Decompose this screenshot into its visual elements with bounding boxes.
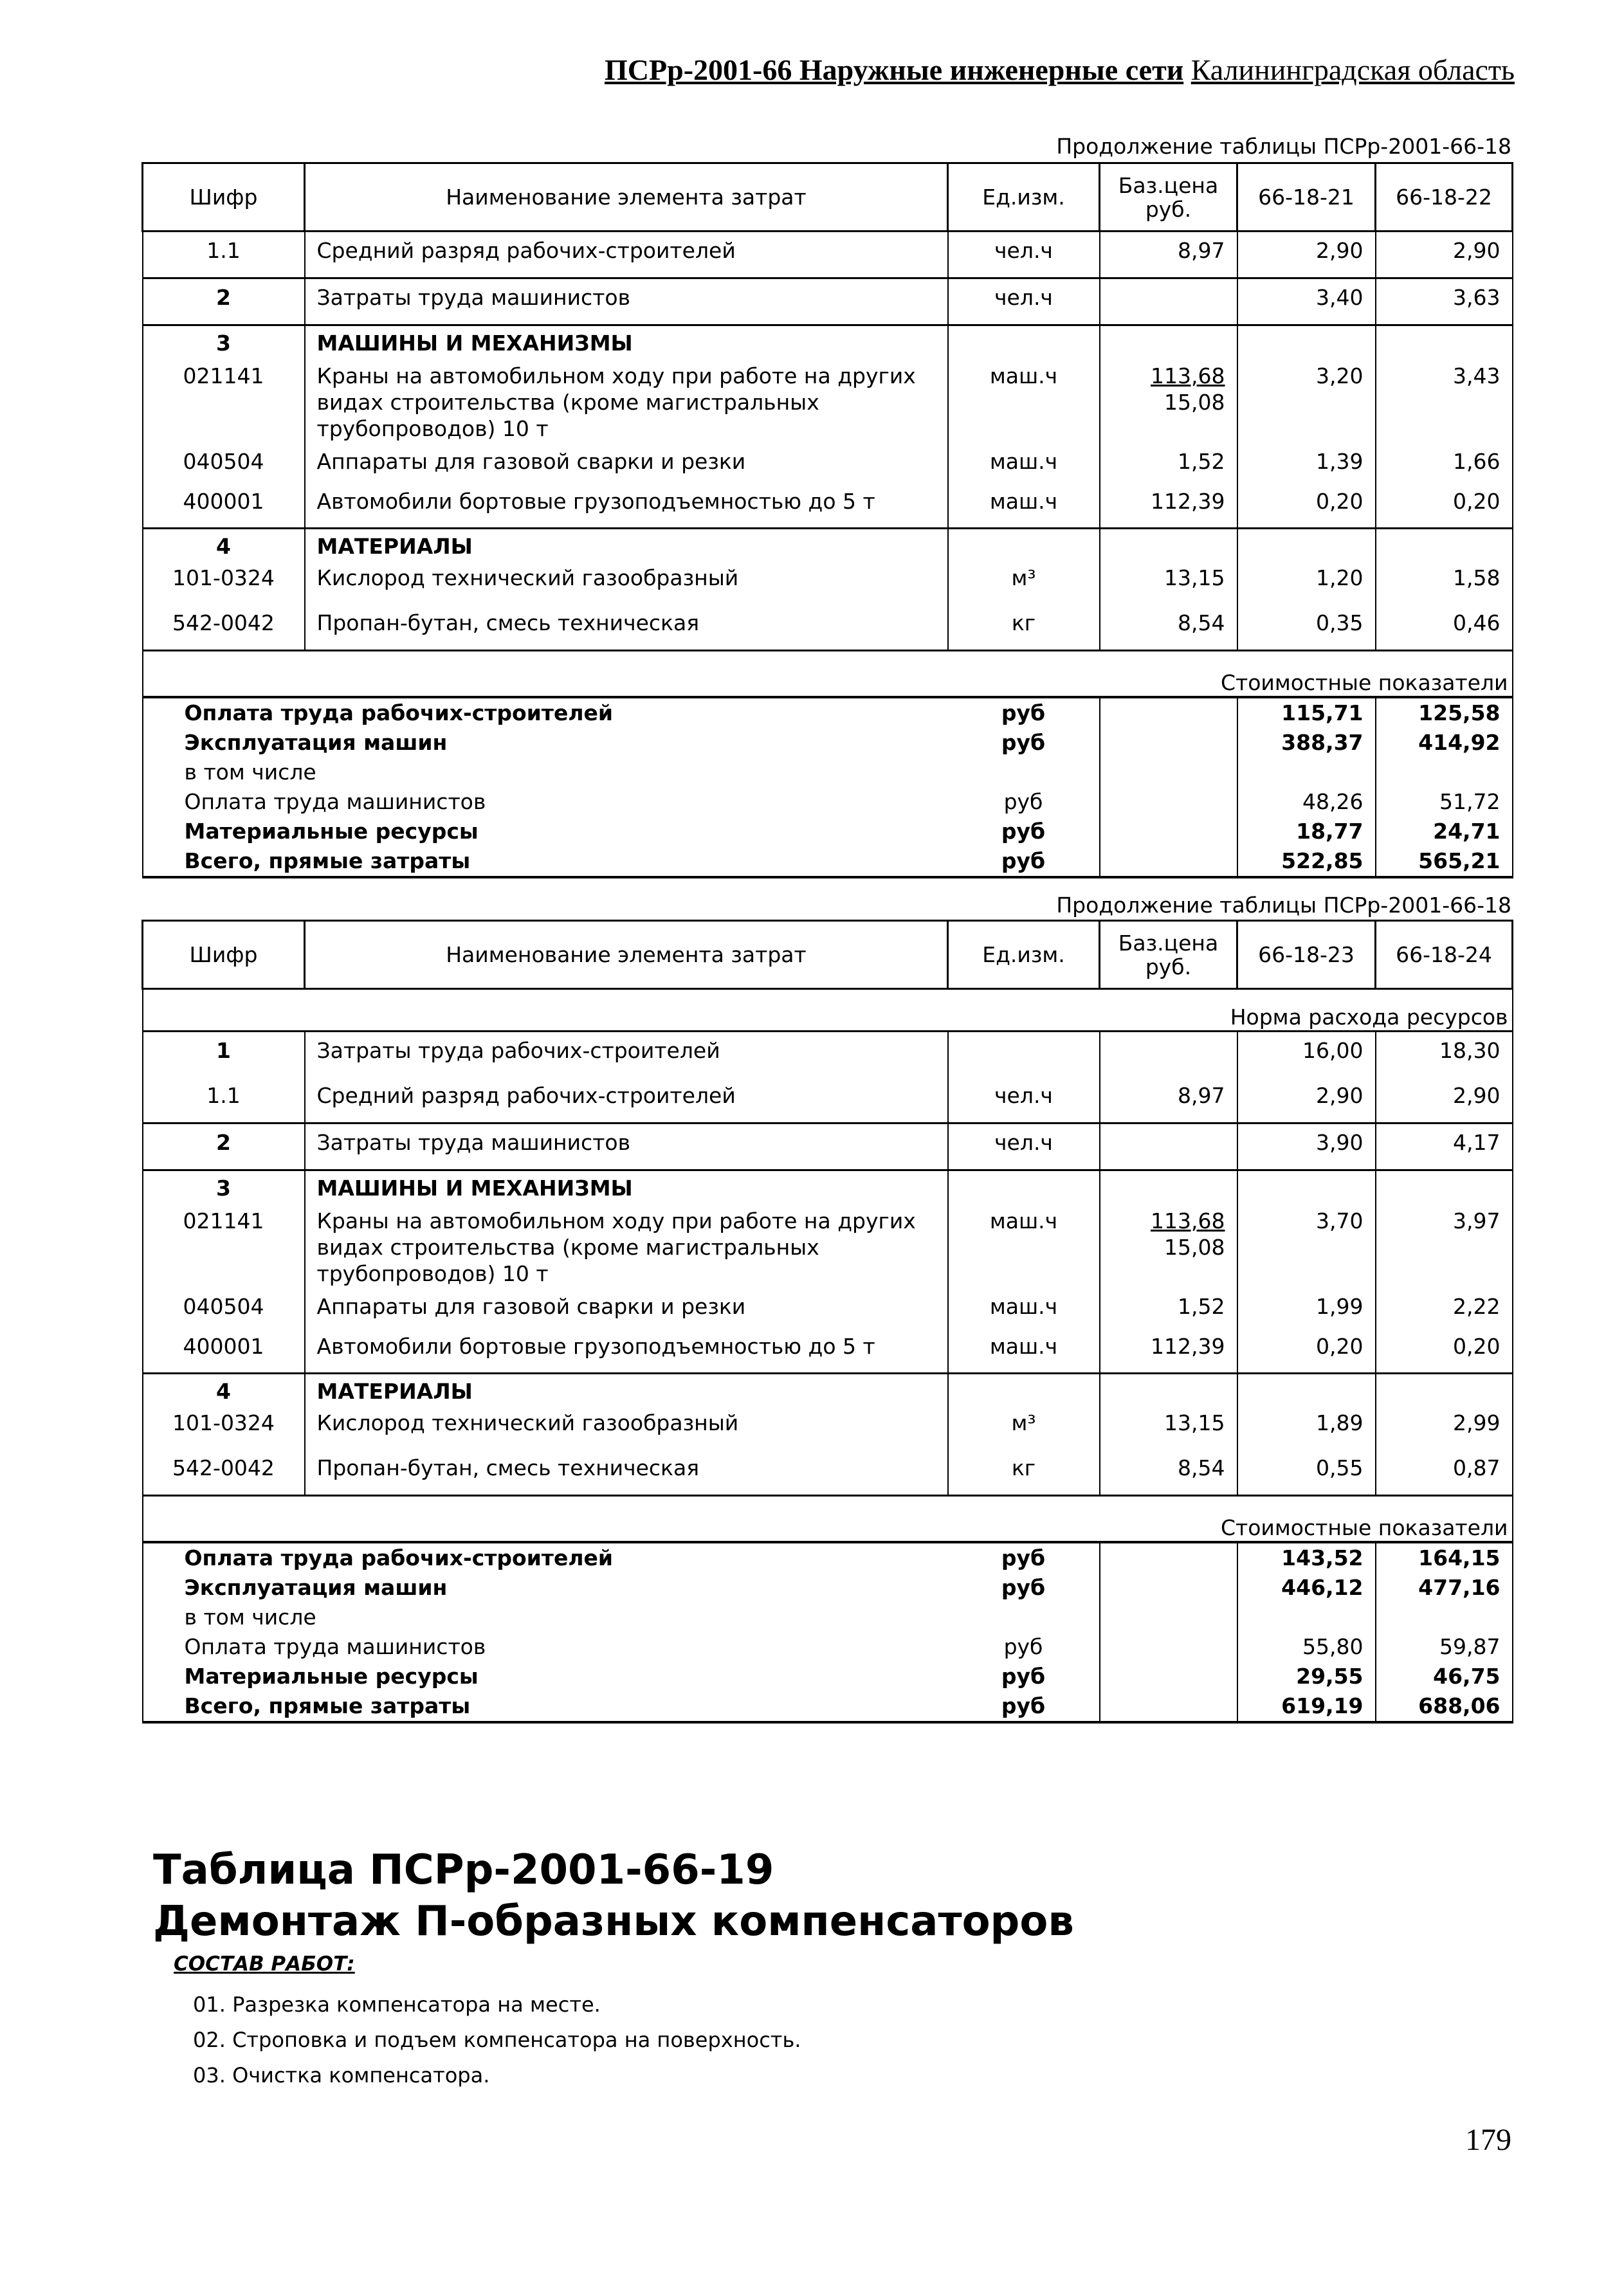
cost-row [143, 1632, 1513, 1662]
row-unit: чел.ч [948, 1077, 1100, 1123]
region: Калининградская область [1191, 53, 1515, 86]
row-code: 1.1 [143, 1077, 305, 1123]
cost-unit: руб [948, 697, 1100, 728]
row-code: 400001 [143, 1333, 305, 1373]
row-value-a: 1,39 [1237, 448, 1376, 488]
resource-table-2 [141, 920, 1513, 1724]
cost-row [143, 1542, 1513, 1573]
group-name: МАШИНЫ И МЕХАНИЗМЫ [305, 325, 948, 357]
col-b-header: 66-18-22 [1376, 163, 1513, 232]
row-value-a: 3,20 [1237, 356, 1376, 448]
group-row [143, 1170, 1513, 1202]
row-unit: кг [948, 1450, 1100, 1496]
cost-title-row [143, 650, 1513, 697]
cost-value-b: 164,15 [1376, 1542, 1513, 1573]
col-unit-header: Ед.изм. [948, 163, 1100, 232]
cost-label: Эксплуатация машин [143, 728, 948, 758]
cost-label: Материальные ресурсы [143, 1662, 948, 1691]
row-name: Затраты труда машинистов [305, 278, 948, 325]
row-code: 040504 [143, 1293, 305, 1333]
row-price: 1,52 [1100, 448, 1237, 488]
cost-row [143, 1603, 1513, 1632]
cost-value-b: 125,58 [1376, 697, 1513, 728]
row-unit: маш.ч [948, 448, 1100, 488]
row-code: 040504 [143, 448, 305, 488]
row-name: Кислород технический газообразный [305, 559, 948, 605]
cost-row [143, 787, 1513, 817]
cost-value-b: 46,75 [1376, 1662, 1513, 1691]
cost-value-b: 24,71 [1376, 817, 1513, 846]
group-row [143, 325, 1513, 357]
row-unit: маш.ч [948, 356, 1100, 448]
table-row [143, 1405, 1513, 1450]
cost-row [143, 758, 1513, 787]
resource-table-1 [141, 162, 1513, 878]
cost-row [143, 728, 1513, 758]
row-code: 542-0042 [143, 1450, 305, 1496]
row-price [1100, 1123, 1237, 1170]
row-unit: чел.ч [948, 278, 1100, 325]
norm-section-title: Норма расхода ресурсов [143, 989, 1513, 1032]
col-a-header: 66-18-21 [1237, 163, 1376, 232]
table2-header-row [143, 921, 1513, 989]
row-value-b: 1,58 [1376, 559, 1513, 605]
cost-value-b [1376, 1603, 1513, 1632]
cost-value-a: 55,80 [1237, 1632, 1376, 1662]
row-value-a: 2,90 [1237, 1077, 1376, 1123]
cost-label: Оплата труда машинистов [143, 787, 948, 817]
cost-row [143, 1573, 1513, 1603]
row-name: Затраты труда рабочих-строителей [305, 1032, 948, 1078]
col-price-header: Баз.цена руб. [1100, 163, 1237, 232]
col-b-header: 66-18-24 [1376, 921, 1513, 989]
row-price: 112,39 [1100, 488, 1237, 528]
row-name: Затраты труда машинистов [305, 1123, 948, 1170]
table-row [143, 1201, 1513, 1293]
cost-value-b: 477,16 [1376, 1573, 1513, 1603]
row-value-b: 3,97 [1376, 1201, 1513, 1293]
cost-label: Оплата труда рабочих-строителей [143, 697, 948, 728]
row-value-a: 3,90 [1237, 1123, 1376, 1170]
row-price: 1,52 [1100, 1293, 1237, 1333]
table-row [143, 1293, 1513, 1333]
group-code: 4 [143, 528, 305, 559]
row-code: 101-0324 [143, 559, 305, 605]
row-value-b: 4,17 [1376, 1123, 1513, 1170]
row-price [1100, 278, 1237, 325]
row-unit: чел.ч [948, 1123, 1100, 1170]
cost-unit: руб [948, 1542, 1100, 1573]
row-value-a: 1,99 [1237, 1293, 1376, 1333]
row-value-a: 3,70 [1237, 1201, 1376, 1293]
col-code-header: Шифр [143, 163, 305, 232]
row-value-b: 2,90 [1376, 1077, 1513, 1123]
cost-unit: руб [948, 846, 1100, 877]
cost-value-a: 388,37 [1237, 728, 1376, 758]
row-value-a: 0,20 [1237, 488, 1376, 528]
cost-unit: руб [948, 1573, 1100, 1603]
group-row [143, 1373, 1513, 1405]
row-value-a: 3,40 [1237, 278, 1376, 325]
group-row [143, 528, 1513, 559]
cost-title-row [143, 1495, 1513, 1542]
group-code: 3 [143, 325, 305, 357]
row-price: 8,97 [1100, 1077, 1237, 1123]
cost-unit [948, 758, 1100, 787]
cost-value-b [1376, 758, 1513, 787]
row-value-a: 16,00 [1237, 1032, 1376, 1078]
cost-value-a [1237, 1603, 1376, 1632]
row-unit: чел.ч [948, 232, 1100, 278]
row-name: Аппараты для газовой сварки и резки [305, 448, 948, 488]
table-row [143, 278, 1513, 325]
table1-caption: Продолжение таблицы ПСРр-2001-66-18 [1056, 134, 1511, 159]
section-title [153, 1844, 1074, 1947]
row-code: 101-0324 [143, 1405, 305, 1450]
row-price-main: 113,68 [1151, 1208, 1225, 1233]
row-unit: маш.ч [948, 1201, 1100, 1293]
cost-unit: руб [948, 1691, 1100, 1722]
row-unit: м³ [948, 559, 1100, 605]
cost-unit: руб [948, 817, 1100, 846]
cost-label: в том числе [143, 1603, 948, 1632]
row-name: Средний разряд рабочих-строителей [305, 232, 948, 278]
table-row [143, 1077, 1513, 1123]
col-name-header: Наименование элемента затрат [305, 921, 948, 989]
row-unit: кг [948, 605, 1100, 651]
page-header [0, 53, 1515, 87]
table-row [143, 559, 1513, 605]
row-unit: маш.ч [948, 1333, 1100, 1373]
row-code: 400001 [143, 488, 305, 528]
cost-value-a: 18,77 [1237, 817, 1376, 846]
col-a-header: 66-18-23 [1237, 921, 1376, 989]
cost-row [143, 846, 1513, 877]
row-value-b: 1,66 [1376, 448, 1513, 488]
group-code: 3 [143, 1170, 305, 1202]
cost-label: Оплата труда рабочих-строителей [143, 1542, 948, 1573]
cost-value-a: 522,85 [1237, 846, 1376, 877]
row-price: 8,97 [1100, 232, 1237, 278]
cost-value-b: 59,87 [1376, 1632, 1513, 1662]
cost-value-a: 619,19 [1237, 1691, 1376, 1722]
cost-label: Материальные ресурсы [143, 817, 948, 846]
row-value-b: 0,20 [1376, 488, 1513, 528]
cost-value-b: 414,92 [1376, 728, 1513, 758]
row-value-b: 18,30 [1376, 1032, 1513, 1078]
cost-value-b: 688,06 [1376, 1691, 1513, 1722]
row-code: 021141 [143, 1201, 305, 1293]
row-price: 13,15 [1100, 559, 1237, 605]
row-value-a: 2,90 [1237, 232, 1376, 278]
row-code: 021141 [143, 356, 305, 448]
composition-label: СОСТАВ РАБОТ: [174, 1952, 355, 1976]
list-item: 03. Очистка компенсатора. [193, 2063, 490, 2088]
row-price: 13,15 [1100, 1405, 1237, 1450]
col-unit-header: Ед.изм. [948, 921, 1100, 989]
row-unit: маш.ч [948, 1293, 1100, 1333]
row-name: Автомобили бортовые грузоподъемностью до 5 т [305, 1333, 948, 1373]
work-steps [193, 1987, 801, 2093]
table-row [143, 232, 1513, 278]
row-price-sub: 15,08 [1164, 1235, 1225, 1260]
list-item: 02. Строповка и подъем компенсатора на поверхность. [193, 2028, 801, 2052]
cost-unit: руб [948, 787, 1100, 817]
row-price-sub: 15,08 [1164, 390, 1225, 415]
table-row [143, 1123, 1513, 1170]
section-title-line2: Демонтаж П-образных компенсаторов [153, 1898, 1074, 1945]
table-row [143, 1333, 1513, 1373]
group-code: 4 [143, 1373, 305, 1405]
cost-value-a: 29,55 [1237, 1662, 1376, 1691]
row-value-b: 3,43 [1376, 356, 1513, 448]
row-value-a: 0,20 [1237, 1333, 1376, 1373]
table-row [143, 488, 1513, 528]
row-value-a: 0,55 [1237, 1450, 1376, 1496]
cost-row [143, 1662, 1513, 1691]
cost-label: в том числе [143, 758, 948, 787]
row-value-b: 0,87 [1376, 1450, 1513, 1496]
cost-value-a: 143,52 [1237, 1542, 1376, 1573]
cost-section-title: Стоимостные показатели [143, 1495, 1513, 1542]
cost-value-a: 115,71 [1237, 697, 1376, 728]
row-name: Пропан-бутан, смесь техническая [305, 1450, 948, 1496]
row-code: 2 [143, 1123, 305, 1170]
cost-label: Эксплуатация машин [143, 1573, 948, 1603]
table-row [143, 356, 1513, 448]
row-unit: маш.ч [948, 488, 1100, 528]
cost-value-a: 446,12 [1237, 1573, 1376, 1603]
cost-unit: руб [948, 1632, 1100, 1662]
table-row [143, 605, 1513, 651]
row-name: Краны на автомобильном ходу при работе на других видах строительства (кроме магистральных трубопроводов) 10 т [305, 1201, 948, 1293]
row-price [1100, 1201, 1237, 1293]
table-row [143, 448, 1513, 488]
row-value-a: 1,20 [1237, 559, 1376, 605]
cost-value-a [1237, 758, 1376, 787]
row-code: 1 [143, 1032, 305, 1078]
row-value-b: 2,22 [1376, 1293, 1513, 1333]
col-price-header: Баз.цена руб. [1100, 921, 1237, 989]
table2-caption: Продолжение таблицы ПСРр-2001-66-18 [1056, 893, 1511, 918]
row-name: Кислород технический газообразный [305, 1405, 948, 1450]
cost-row [143, 697, 1513, 728]
cost-label: Оплата труда машинистов [143, 1632, 948, 1662]
table-row [143, 1032, 1513, 1078]
cost-value-a: 48,26 [1237, 787, 1376, 817]
row-price [1100, 1032, 1237, 1078]
row-code: 2 [143, 278, 305, 325]
table1-header-row [143, 163, 1513, 232]
row-code: 1.1 [143, 232, 305, 278]
row-value-a: 0,35 [1237, 605, 1376, 651]
cost-row [143, 1691, 1513, 1722]
row-price: 112,39 [1100, 1333, 1237, 1373]
row-price-main: 113,68 [1151, 363, 1225, 388]
cost-label: Всего, прямые затраты [143, 846, 948, 877]
table-row [143, 1450, 1513, 1496]
list-item: 01. Разрезка компенсатора на месте. [193, 1992, 601, 2017]
cost-label: Всего, прямые затраты [143, 1691, 948, 1722]
row-name: Автомобили бортовые грузоподъемностью до 5 т [305, 488, 948, 528]
cost-value-b: 51,72 [1376, 787, 1513, 817]
row-value-a: 1,89 [1237, 1405, 1376, 1450]
row-price: 8,54 [1100, 605, 1237, 651]
row-name: Пропан-бутан, смесь техническая [305, 605, 948, 651]
row-value-b: 0,20 [1376, 1333, 1513, 1373]
row-price [1100, 356, 1237, 448]
col-code-header: Шифр [143, 921, 305, 989]
group-name: МАТЕРИАЛЫ [305, 528, 948, 559]
doc-code: ПСРр-2001-66 Наружные инженерные сети [605, 53, 1184, 86]
col-name-header: Наименование элемента затрат [305, 163, 948, 232]
cost-unit: руб [948, 728, 1100, 758]
row-unit: м³ [948, 1405, 1100, 1450]
row-code: 542-0042 [143, 605, 305, 651]
page-number: 179 [1465, 2123, 1511, 2157]
cost-row [143, 817, 1513, 846]
norm-title-row [143, 989, 1513, 1032]
row-value-b: 2,90 [1376, 232, 1513, 278]
group-name: МАТЕРИАЛЫ [305, 1373, 948, 1405]
row-name: Средний разряд рабочих-строителей [305, 1077, 948, 1123]
cost-unit: руб [948, 1662, 1100, 1691]
group-name: МАШИНЫ И МЕХАНИЗМЫ [305, 1170, 948, 1202]
row-unit [948, 1032, 1100, 1078]
cost-unit [948, 1603, 1100, 1632]
row-price: 8,54 [1100, 1450, 1237, 1496]
row-name: Аппараты для газовой сварки и резки [305, 1293, 948, 1333]
cost-value-b: 565,21 [1376, 846, 1513, 877]
row-name: Краны на автомобильном ходу при работе на других видах строительства (кроме магистральных трубопроводов) 10 т [305, 356, 948, 448]
row-value-b: 2,99 [1376, 1405, 1513, 1450]
cost-section-title: Стоимостные показатели [143, 650, 1513, 697]
row-value-b: 0,46 [1376, 605, 1513, 651]
row-value-b: 3,63 [1376, 278, 1513, 325]
section-title-line1: Таблица ПСРр-2001-66-19 [153, 1846, 774, 1894]
